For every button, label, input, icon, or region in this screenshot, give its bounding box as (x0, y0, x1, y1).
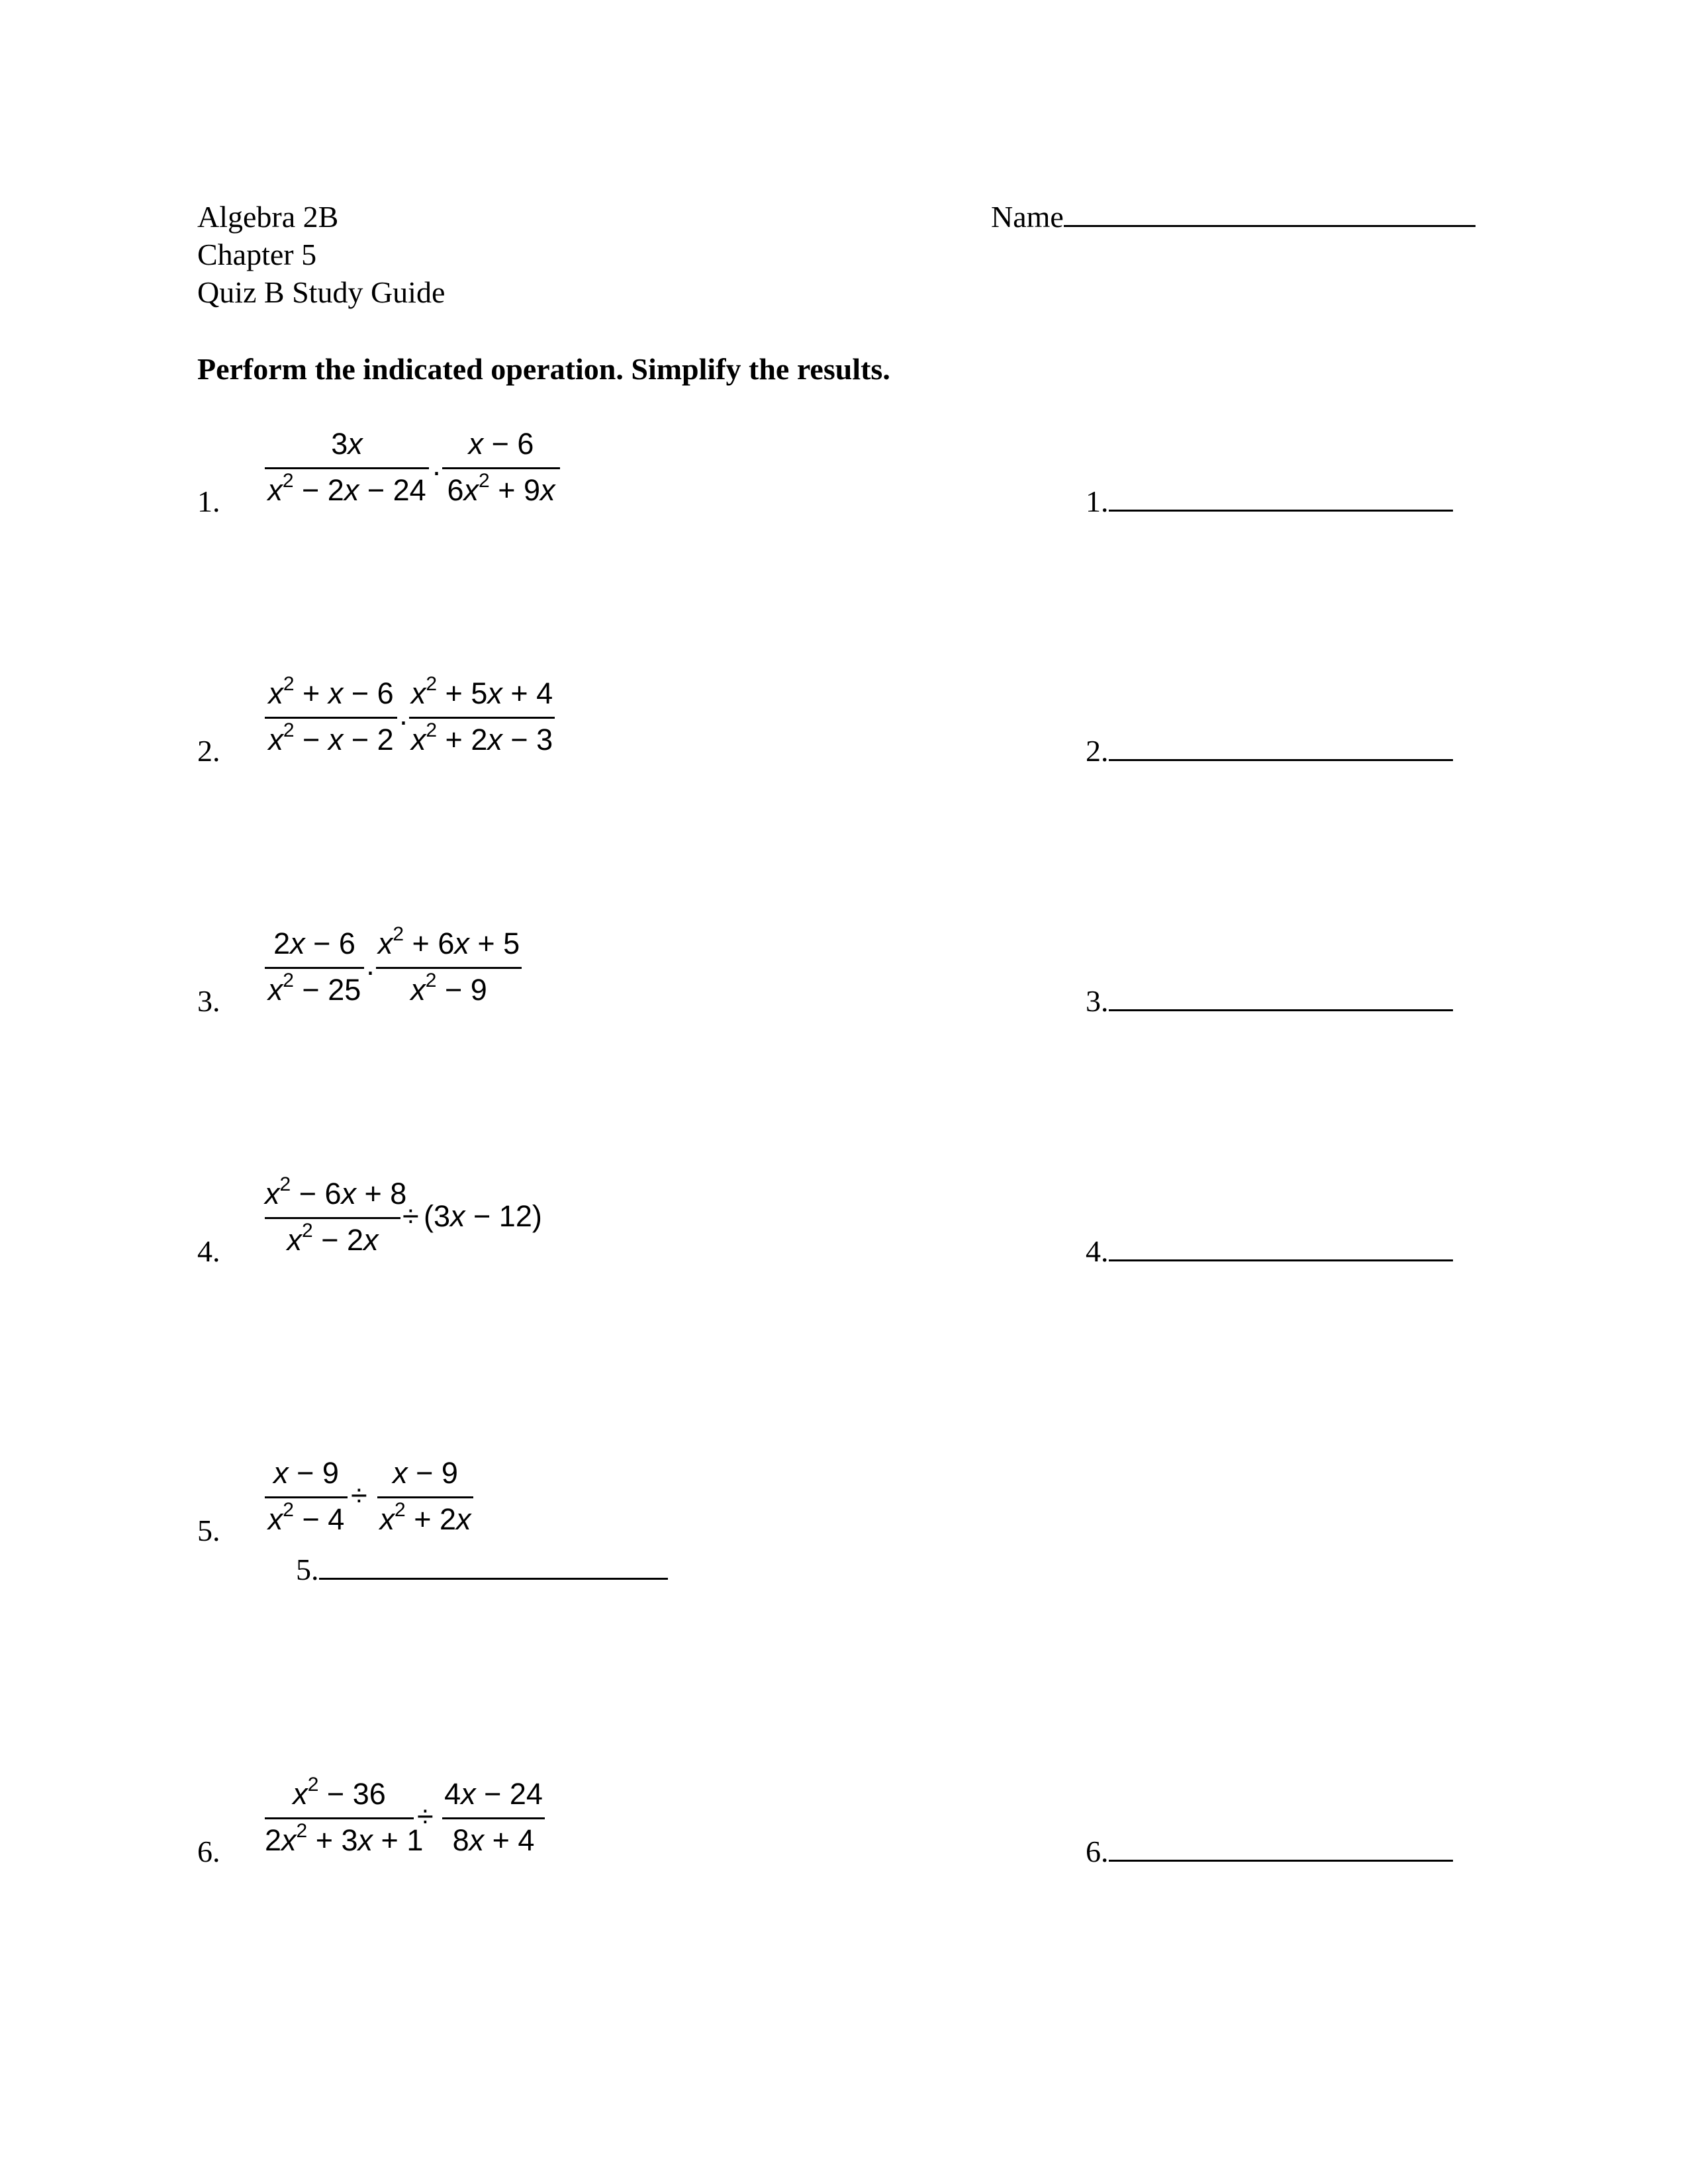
problem-number-6: 6. (197, 1835, 220, 1868)
answer-line-2[interactable] (1086, 736, 1453, 766)
problem-number-5: 5. (197, 1514, 220, 1547)
name-blank[interactable] (1064, 222, 1476, 227)
course-title: Algebra 2B (197, 200, 339, 234)
fraction-bar (442, 1817, 545, 1819)
denominator: $x^2 - 2x$ (287, 1220, 379, 1257)
numerator: x − 9 (273, 1456, 339, 1490)
answer-label: 3. (1086, 984, 1109, 1018)
answer-label: 6. (1086, 1835, 1109, 1868)
answer-line-4[interactable] (1086, 1236, 1453, 1267)
fraction-bar (409, 717, 555, 719)
problem-number-3: 3. (197, 984, 220, 1018)
denominator: $6x^2 + 9x$ (447, 470, 555, 507)
denominator: $x^2 - 2x - 24$ (267, 470, 426, 507)
denominator: $2x^2 + 3x + 1$ (265, 1820, 424, 1857)
answer-line-3[interactable] (1086, 986, 1453, 1017)
answer-blank[interactable] (1109, 507, 1453, 512)
answer-label: 5. (296, 1553, 319, 1586)
denominator: $x^2 - 4$ (267, 1499, 345, 1536)
numerator: $x^2 - 36$ (293, 1774, 386, 1811)
numerator: 2x − 6 (273, 927, 355, 960)
divide-operator: ÷ (402, 1199, 419, 1233)
denominator: 8x + 4 (452, 1823, 535, 1857)
numerator: $x^2 - 6x + 8$ (265, 1173, 407, 1210)
fraction-bar (265, 467, 429, 469)
denominator: $x^2 + 2x - 3$ (410, 719, 553, 756)
answer-label: 1. (1086, 484, 1109, 518)
numerator: 4x − 24 (444, 1777, 543, 1811)
denominator: $x^2 + 2x$ (379, 1499, 471, 1536)
fraction-bar (377, 1496, 473, 1498)
numerator: x − 9 (393, 1456, 458, 1490)
name-field[interactable] (991, 202, 1476, 232)
chapter-title: Chapter 5 (197, 238, 317, 271)
numerator: $x^2 + x - 6$ (268, 673, 394, 710)
multiply-operator: · (399, 704, 408, 738)
answer-blank[interactable] (1109, 756, 1453, 761)
numerator: $x^2 + 6x + 5$ (377, 923, 520, 960)
problem-number-1: 1. (197, 484, 220, 518)
fraction-bar (265, 1817, 414, 1819)
guide-title: Quiz B Study Guide (197, 275, 445, 309)
denominator: $x^2 - 9$ (410, 970, 487, 1007)
name-label: Name (991, 200, 1064, 234)
problem-number-4: 4. (197, 1234, 220, 1268)
answer-blank[interactable] (1109, 1257, 1453, 1261)
problem-number-2: 2. (197, 734, 220, 768)
multiply-operator: · (432, 455, 442, 488)
fraction-bar (442, 467, 560, 469)
answer-blank[interactable] (319, 1575, 668, 1580)
numerator: x − 6 (468, 427, 534, 461)
answer-line-1[interactable] (1086, 486, 1453, 517)
divide-operator: ÷ (417, 1799, 434, 1833)
fraction-bar (265, 717, 397, 719)
multiply-operator: · (365, 954, 375, 988)
answer-label: 4. (1086, 1234, 1109, 1268)
divisor-expression: (3x − 12) (424, 1199, 542, 1233)
answer-line-6[interactable] (1086, 1837, 1453, 1867)
numerator: 3x (331, 427, 363, 461)
divide-operator: ÷ (351, 1479, 367, 1512)
answer-label: 2. (1086, 734, 1109, 768)
denominator: $x^2 - 25$ (267, 970, 361, 1007)
fraction-bar (265, 1217, 400, 1219)
instructions: Perform the indicated operation. Simplify the results. (197, 352, 890, 386)
fraction-bar (376, 967, 522, 969)
denominator: $x^2 - x - 2$ (268, 719, 394, 756)
answer-blank[interactable] (1109, 1007, 1453, 1011)
answer-blank[interactable] (1109, 1857, 1453, 1862)
fraction-bar (265, 967, 364, 969)
fraction-bar (265, 1496, 348, 1498)
answer-line-5[interactable] (296, 1555, 668, 1585)
numerator: $x^2 + 5x + 4$ (410, 673, 553, 710)
